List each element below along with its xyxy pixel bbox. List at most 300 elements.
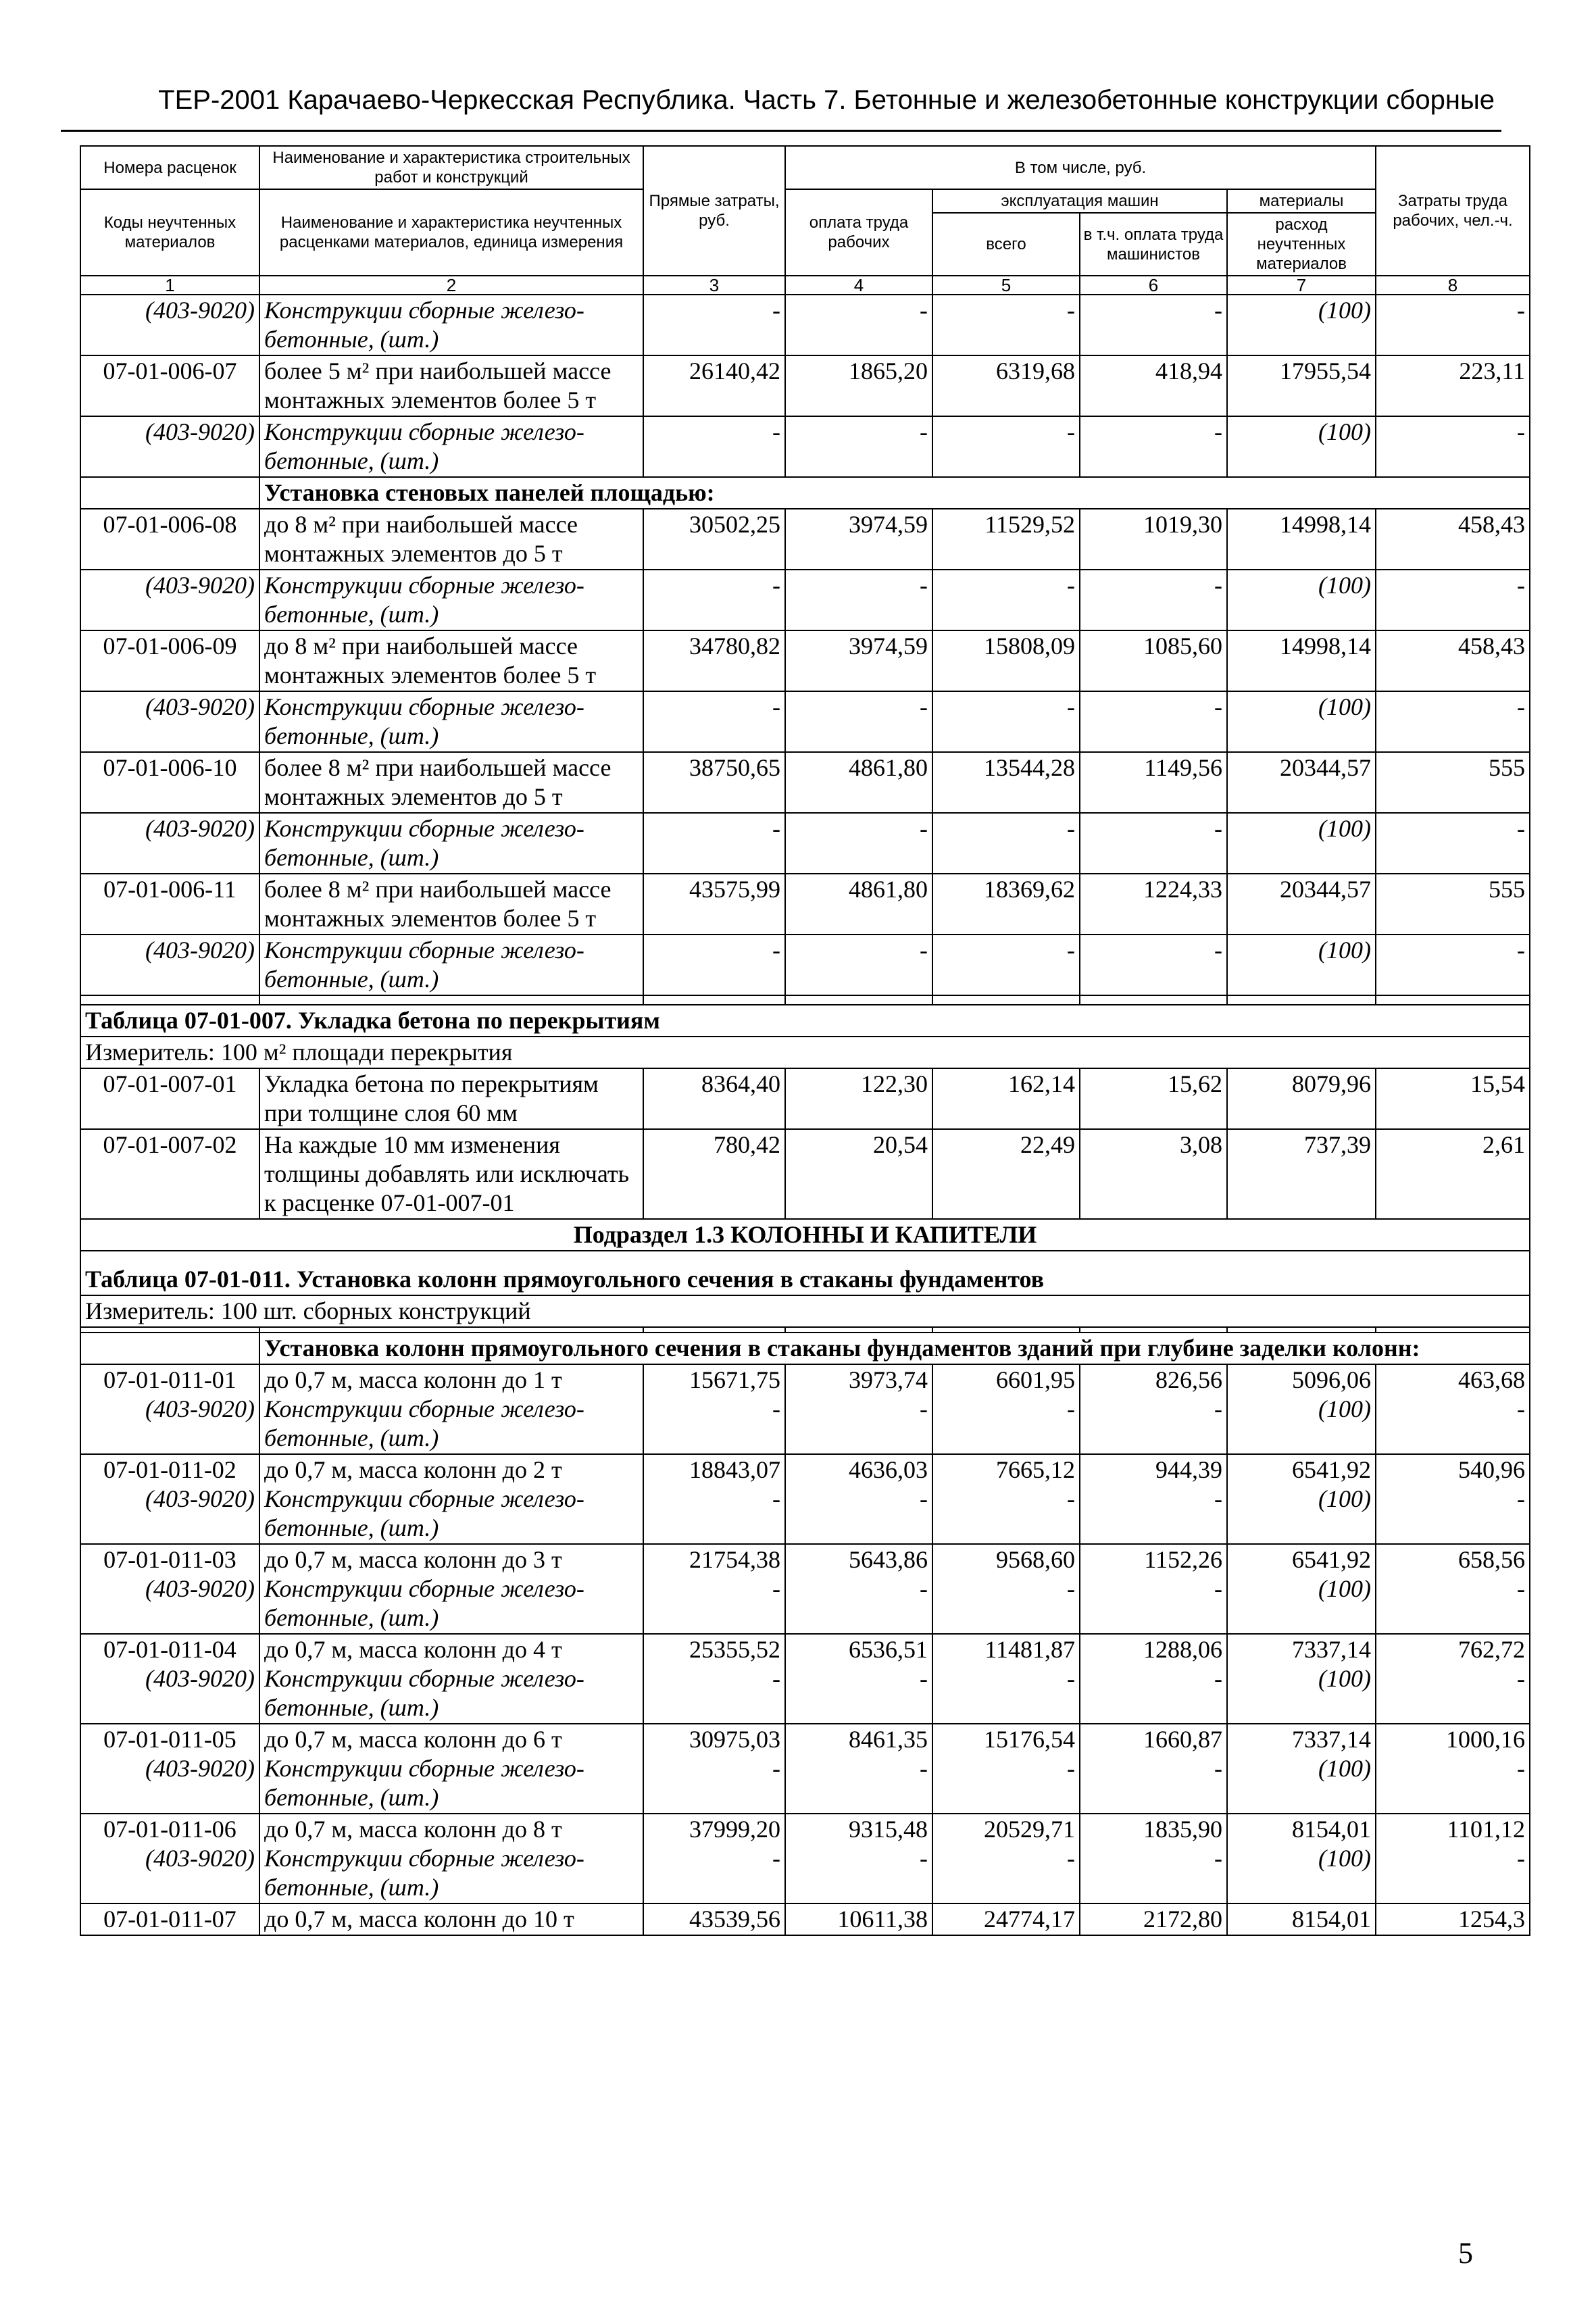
labor-costs-value: 2,61 — [1376, 1129, 1530, 1219]
machines-total-value: 18369,62 — [932, 874, 1080, 935]
material-quantity: (100) — [1227, 416, 1376, 477]
materials-value-main: 8154,01 — [1292, 1816, 1372, 1843]
table-007-title: Таблица 07-01-007. Укладка бетона по перекрытиям — [80, 1005, 1530, 1037]
worker-pay-value — [785, 1724, 932, 1814]
worker-pay-value-main: 4636,03 — [849, 1456, 928, 1483]
direct-costs-value-main: 18843,07 — [689, 1456, 780, 1483]
rate-name-main: до 0,7 м, масса колонн до 4 т — [264, 1636, 562, 1663]
rate-code: 07-01-007-01 — [80, 1068, 259, 1129]
labor-costs-value — [1376, 1724, 1530, 1814]
material-code: (403-9020) — [80, 570, 259, 630]
labor-costs-value-main: 463,68 — [1458, 1366, 1526, 1393]
rate-name — [259, 1544, 643, 1634]
table-row — [80, 1724, 1530, 1814]
material-row — [80, 416, 1530, 477]
rate-code: 07-01-006-09 — [80, 630, 259, 691]
materials-value: 20344,57 — [1227, 752, 1376, 813]
empty-value: - — [643, 813, 785, 874]
table-cell — [1227, 995, 1376, 1005]
materials-value-main: 7337,14 — [1292, 1636, 1372, 1663]
material-line: - — [1067, 1575, 1075, 1602]
machinist-pay-value: 1085,60 — [1080, 630, 1227, 691]
worker-pay-value: 122,30 — [785, 1068, 932, 1129]
material-quantity: (100) — [1227, 691, 1376, 752]
machinist-pay-value-main: 1660,87 — [1143, 1726, 1222, 1753]
material-line: Конструкции сборные железо-бетонные, (шт.) — [264, 1395, 584, 1451]
machinist-pay-value: 418,94 — [1080, 355, 1227, 416]
machinist-pay-value-main: 826,56 — [1155, 1366, 1222, 1393]
material-line: - — [1067, 1845, 1075, 1872]
labor-costs-value-main: 1000,16 — [1446, 1726, 1526, 1753]
material-line: - — [772, 1665, 780, 1692]
material-line: - — [1067, 1755, 1075, 1782]
materials-value: 20344,57 — [1227, 874, 1376, 935]
table-cell — [785, 995, 932, 1005]
empty-value: - — [932, 691, 1080, 752]
labor-costs-value — [1376, 1634, 1530, 1724]
rate-name: до 8 м² при наибольшей массе монтажных элементов более 5 т — [259, 630, 643, 691]
material-line: (403-9020) — [145, 1845, 255, 1872]
machines-total-value: 24774,17 — [932, 1903, 1080, 1935]
labor-costs-value: 458,43 — [1376, 630, 1530, 691]
material-line: Конструкции сборные железо-бетонные, (шт.) — [264, 1845, 584, 1901]
column-number: 2 — [259, 276, 643, 295]
machinist-pay-value: 15,62 — [1080, 1068, 1227, 1129]
material-code: (403-9020) — [80, 416, 259, 477]
materials-value: 17955,54 — [1227, 355, 1376, 416]
worker-pay-value: 10611,38 — [785, 1903, 932, 1935]
material-line: - — [1214, 1575, 1222, 1602]
rate-code-main: 07-01-011-04 — [103, 1636, 236, 1663]
rate-code: 07-01-007-02 — [80, 1129, 259, 1219]
table-row — [80, 752, 1530, 813]
empty-value: - — [1376, 295, 1530, 355]
material-line: (403-9020) — [145, 1665, 255, 1692]
empty-value: - — [1080, 691, 1227, 752]
header-material-name: Наименование и характеристика неучтенных расценками материалов, единица измерения — [259, 189, 643, 276]
material-line: - — [772, 1395, 780, 1422]
labor-costs-value: 555 — [1376, 874, 1530, 935]
machines-total-value-main: 20529,71 — [984, 1816, 1075, 1843]
empty-value: - — [785, 813, 932, 874]
material-line: - — [1214, 1395, 1222, 1422]
section-heading: Установка стеновых панелей площадью: — [259, 477, 1530, 509]
empty-value: - — [643, 416, 785, 477]
table-cell — [1080, 995, 1227, 1005]
material-line: (403-9020) — [145, 1485, 255, 1512]
machines-total-value — [932, 1454, 1080, 1544]
direct-costs-value — [643, 1454, 785, 1544]
column-number: 3 — [643, 276, 785, 295]
material-line: (100) — [1318, 1665, 1372, 1692]
column-number: 4 — [785, 276, 932, 295]
rate-name — [259, 1814, 643, 1903]
table-row — [80, 874, 1530, 935]
material-name: Конструкции сборные железо-бетонные, (шт.) — [259, 416, 643, 477]
materials-value — [1227, 1544, 1376, 1634]
empty-value: - — [1080, 295, 1227, 355]
machinist-pay-value-main: 1288,06 — [1143, 1636, 1222, 1663]
table-row — [80, 630, 1530, 691]
material-line: - — [1517, 1755, 1526, 1782]
direct-costs-value-main: 30975,03 — [689, 1726, 780, 1753]
rate-code — [80, 1544, 259, 1634]
table-row — [80, 1129, 1530, 1219]
material-quantity: (100) — [1227, 295, 1376, 355]
rate-code-main: 07-01-011-01 — [103, 1366, 236, 1393]
rate-code-main: 07-01-011-05 — [103, 1726, 236, 1753]
direct-costs-value: 43575,99 — [643, 874, 785, 935]
rate-code — [80, 1634, 259, 1724]
subsection-heading — [80, 1219, 1530, 1364]
empty-value: - — [1376, 813, 1530, 874]
material-line: - — [1214, 1755, 1222, 1782]
machinist-pay-value — [1080, 1544, 1227, 1634]
header-rate-numbers: Номера расценок — [80, 146, 259, 189]
column-number: 7 — [1227, 276, 1376, 295]
materials-value-main: 7337,14 — [1292, 1726, 1372, 1753]
material-line: (403-9020) — [145, 1395, 255, 1422]
spacer-row — [80, 995, 1530, 1005]
table-cell — [932, 995, 1080, 1005]
empty-value: - — [932, 570, 1080, 630]
worker-pay-value — [785, 1454, 932, 1544]
direct-costs-value-main: 21754,38 — [689, 1546, 780, 1573]
page-number: 5 — [1458, 2237, 1473, 2270]
table-body-011 — [80, 1364, 1530, 1935]
table-007-heading — [80, 1005, 1530, 1068]
table-cell — [643, 995, 785, 1005]
empty-value: - — [1376, 570, 1530, 630]
material-line: Конструкции сборные железо-бетонные, (шт.) — [264, 1485, 584, 1541]
direct-costs-value-main: 15671,75 — [689, 1366, 780, 1393]
rate-code-main: 07-01-011-02 — [103, 1456, 236, 1483]
rate-name — [259, 1724, 643, 1814]
header-machines: эксплуатация машин — [932, 189, 1227, 213]
material-quantity: (100) — [1227, 813, 1376, 874]
machines-total-value-main: 6601,95 — [996, 1366, 1075, 1393]
labor-costs-value: 15,54 — [1376, 1068, 1530, 1129]
material-name: Конструкции сборные железо-бетонные, (шт.) — [259, 935, 643, 995]
material-line: - — [772, 1575, 780, 1602]
material-line: - — [772, 1485, 780, 1512]
machines-total-value — [932, 1544, 1080, 1634]
material-row — [80, 570, 1530, 630]
direct-costs-value — [643, 1724, 785, 1814]
material-quantity: (100) — [1227, 935, 1376, 995]
rate-code-main: 07-01-011-03 — [103, 1546, 236, 1573]
machinist-pay-value-main: 944,39 — [1155, 1456, 1222, 1483]
direct-costs-value: 38750,65 — [643, 752, 785, 813]
direct-costs-value: 8364,40 — [643, 1068, 785, 1129]
header-material-consumption: расход неучтенных материалов — [1227, 213, 1376, 276]
material-line: - — [920, 1755, 928, 1782]
material-line: Конструкции сборные железо-бетонные, (шт.) — [264, 1665, 584, 1721]
empty-value: - — [1080, 935, 1227, 995]
rate-code: 07-01-011-07 — [80, 1903, 259, 1935]
subsection-title: Подраздел 1.3 КОЛОННЫ И КАПИТЕЛИ — [80, 1219, 1530, 1251]
empty-value: - — [1376, 691, 1530, 752]
worker-pay-value-main: 8461,35 — [849, 1726, 928, 1753]
worker-pay-value-main: 9315,48 — [849, 1816, 928, 1843]
table-header — [80, 146, 1530, 295]
materials-value — [1227, 1364, 1376, 1454]
machinist-pay-value-main: 1835,90 — [1143, 1816, 1222, 1843]
direct-costs-value — [643, 1544, 785, 1634]
header-labor-costs: Затраты труда рабочих, чел.-ч. — [1376, 146, 1530, 276]
worker-pay-value-main: 5643,86 — [849, 1546, 928, 1573]
empty-value: - — [643, 935, 785, 995]
direct-costs-value: 43539,56 — [643, 1903, 785, 1935]
table-row — [80, 1903, 1530, 1935]
worker-pay-value: 20,54 — [785, 1129, 932, 1219]
worker-pay-value: 1865,20 — [785, 355, 932, 416]
machinist-pay-value — [1080, 1724, 1227, 1814]
rate-name: более 8 м² при наибольшей массе монтажных элементов до 5 т — [259, 752, 643, 813]
table-011-unit: Измеритель: 100 шт. сборных конструкций — [80, 1295, 1530, 1327]
materials-value: 8079,96 — [1227, 1068, 1376, 1129]
rate-code — [80, 1454, 259, 1544]
machinist-pay-value — [1080, 1634, 1227, 1724]
direct-costs-value: 34780,82 — [643, 630, 785, 691]
machinist-pay-value — [1080, 1454, 1227, 1544]
material-row — [80, 691, 1530, 752]
material-quantity: (100) — [1227, 570, 1376, 630]
material-line: (100) — [1318, 1485, 1372, 1512]
empty-value: - — [1080, 570, 1227, 630]
materials-value: 14998,14 — [1227, 630, 1376, 691]
price-table — [80, 145, 1530, 1936]
material-line: - — [920, 1845, 928, 1872]
rate-name — [259, 1364, 643, 1454]
material-code: (403-9020) — [80, 295, 259, 355]
table-body-007 — [80, 1068, 1530, 1219]
rate-code — [80, 1364, 259, 1454]
header-work-name: Наименование и характеристика строительных работ и конструкций — [259, 146, 643, 189]
table-row — [80, 1068, 1530, 1129]
worker-pay-value: 4861,80 — [785, 874, 932, 935]
empty-value: - — [1376, 416, 1530, 477]
rate-code-main: 07-01-011-06 — [103, 1816, 236, 1843]
rate-name: до 0,7 м, масса колонн до 10 т — [259, 1903, 643, 1935]
material-line: - — [1517, 1665, 1526, 1692]
machines-total-value — [932, 1814, 1080, 1903]
column-numbers-row — [80, 276, 1530, 295]
labor-costs-value-main: 1101,12 — [1447, 1816, 1526, 1843]
header-machinist-pay: в т.ч. оплата труда машинистов — [1080, 213, 1227, 276]
material-line: (403-9020) — [145, 1575, 255, 1602]
material-line: - — [1517, 1575, 1526, 1602]
material-line: - — [920, 1395, 928, 1422]
direct-costs-value — [643, 1634, 785, 1724]
machinist-pay-value: 2172,80 — [1080, 1903, 1227, 1935]
rate-name-main: до 0,7 м, масса колонн до 3 т — [264, 1546, 562, 1573]
material-line: Конструкции сборные железо-бетонные, (шт.) — [264, 1575, 584, 1631]
machines-total-value — [932, 1634, 1080, 1724]
material-line: Конструкции сборные железо-бетонные, (шт.) — [264, 1755, 584, 1811]
table-011-title: Таблица 07-01-011. Установка колонн прямоугольного сечения в стаканы фундаментов — [80, 1251, 1530, 1295]
material-line: (100) — [1318, 1755, 1372, 1782]
empty-value: - — [785, 570, 932, 630]
materials-value — [1227, 1454, 1376, 1544]
machines-total-value — [932, 1364, 1080, 1454]
materials-value-main: 5096,06 — [1292, 1366, 1372, 1393]
empty-value: - — [785, 935, 932, 995]
worker-pay-value — [785, 1364, 932, 1454]
labor-costs-value-main: 540,96 — [1458, 1456, 1526, 1483]
material-name: Конструкции сборные железо-бетонные, (шт.) — [259, 570, 643, 630]
machinist-pay-value: 3,08 — [1080, 1129, 1227, 1219]
rate-code: 07-01-006-08 — [80, 509, 259, 570]
labor-costs-value — [1376, 1364, 1530, 1454]
worker-pay-value: 3974,59 — [785, 509, 932, 570]
rate-name-main: до 0,7 м, масса колонн до 1 т — [264, 1366, 562, 1393]
direct-costs-value: 26140,42 — [643, 355, 785, 416]
machines-total-value: 162,14 — [932, 1068, 1080, 1129]
material-line: - — [1214, 1485, 1222, 1512]
material-line: - — [920, 1665, 928, 1692]
table-cell — [1376, 995, 1530, 1005]
rate-name-main: до 0,7 м, масса колонн до 6 т — [264, 1726, 562, 1753]
rate-name: Укладка бетона по перекрытиям при толщине слоя 60 мм — [259, 1068, 643, 1129]
material-line: - — [772, 1845, 780, 1872]
rate-name: более 8 м² при наибольшей массе монтажных элементов более 5 т — [259, 874, 643, 935]
materials-value — [1227, 1724, 1376, 1814]
column-number: 6 — [1080, 276, 1227, 295]
table-cell — [80, 995, 259, 1005]
page-header — [61, 81, 1501, 132]
empty-value: - — [1376, 935, 1530, 995]
material-line: - — [920, 1575, 928, 1602]
labor-costs-value-main: 658,56 — [1458, 1546, 1526, 1573]
machines-total-value: 13544,28 — [932, 752, 1080, 813]
direct-costs-value: 30502,25 — [643, 509, 785, 570]
materials-value-main: 6541,92 — [1292, 1456, 1372, 1483]
machines-total-value-main: 15176,54 — [984, 1726, 1075, 1753]
material-line: - — [1517, 1845, 1526, 1872]
table-007-unit: Измеритель: 100 м² площади перекрытия — [80, 1037, 1530, 1068]
empty-value: - — [785, 416, 932, 477]
direct-costs-value: 780,42 — [643, 1129, 785, 1219]
table-row — [80, 1544, 1530, 1634]
material-line: (403-9020) — [145, 1755, 255, 1782]
empty-value: - — [785, 691, 932, 752]
rate-code — [80, 1814, 259, 1903]
worker-pay-value: 4861,80 — [785, 752, 932, 813]
material-row — [80, 295, 1530, 355]
empty-value: - — [1080, 416, 1227, 477]
direct-costs-value — [643, 1814, 785, 1903]
machines-total-value — [932, 1724, 1080, 1814]
rate-name — [259, 1454, 643, 1544]
material-name: Конструкции сборные железо-бетонные, (шт.) — [259, 295, 643, 355]
table-row — [80, 1364, 1530, 1454]
material-line: - — [1067, 1485, 1075, 1512]
table-row — [80, 355, 1530, 416]
machines-total-value-main: 9568,60 — [996, 1546, 1075, 1573]
table-cell — [259, 995, 643, 1005]
header-materials: материалы — [1227, 189, 1376, 213]
material-code: (403-9020) — [80, 935, 259, 995]
worker-pay-value-main: 3973,74 — [849, 1366, 928, 1393]
table-body-006-walls — [80, 509, 1530, 1005]
material-line: - — [1517, 1485, 1526, 1512]
material-code: (403-9020) — [80, 813, 259, 874]
material-row — [80, 813, 1530, 874]
machines-total-value: 6319,68 — [932, 355, 1080, 416]
labor-costs-value — [1376, 1454, 1530, 1544]
material-line: - — [1067, 1665, 1075, 1692]
machinist-pay-value: 1019,30 — [1080, 509, 1227, 570]
materials-value — [1227, 1634, 1376, 1724]
rate-code: 07-01-006-11 — [80, 874, 259, 935]
table-row — [80, 1454, 1530, 1544]
header-direct-costs: Прямые затраты, руб. — [643, 146, 785, 276]
worker-pay-value: 3974,59 — [785, 630, 932, 691]
rate-code — [80, 1724, 259, 1814]
labor-costs-value — [1376, 1544, 1530, 1634]
machines-total-value-main: 11481,87 — [984, 1636, 1075, 1663]
machinist-pay-value — [1080, 1814, 1227, 1903]
rate-name: более 5 м² при наибольшей массе монтажных элементов более 5 т — [259, 355, 643, 416]
machines-total-value-main: 7665,12 — [996, 1456, 1075, 1483]
machinist-pay-value — [1080, 1364, 1227, 1454]
machinist-pay-value: 1224,33 — [1080, 874, 1227, 935]
empty-value: - — [643, 691, 785, 752]
machines-total-value: 22,49 — [932, 1129, 1080, 1219]
header-machines-total: всего — [932, 213, 1080, 276]
table-row — [80, 509, 1530, 570]
page-header-text: ТЕР-2001 Карачаево-Черкесская Республика. Часть 7. Бетонные и железобетонные конструкции сборные — [158, 85, 1495, 115]
machinist-pay-value-main: 1152,26 — [1144, 1546, 1222, 1573]
column-number: 8 — [1376, 276, 1530, 295]
empty-value: - — [785, 295, 932, 355]
material-line: - — [1517, 1395, 1526, 1422]
empty-value: - — [932, 813, 1080, 874]
labor-costs-value: 555 — [1376, 752, 1530, 813]
table-row — [80, 1814, 1530, 1903]
labor-costs-value — [1376, 1814, 1530, 1903]
column-number: 5 — [932, 276, 1080, 295]
materials-value — [1227, 1814, 1376, 1903]
labor-costs-value: 1254,3 — [1376, 1903, 1530, 1935]
material-name: Конструкции сборные железо-бетонные, (шт.) — [259, 691, 643, 752]
empty-value: - — [932, 935, 1080, 995]
material-line: (100) — [1318, 1575, 1372, 1602]
materials-value-main: 6541,92 — [1292, 1546, 1372, 1573]
materials-value: 8154,01 — [1227, 1903, 1376, 1935]
rate-name-main: до 0,7 м, масса колонн до 8 т — [264, 1816, 562, 1843]
labor-costs-value: 223,11 — [1376, 355, 1530, 416]
material-line: - — [1214, 1845, 1222, 1872]
table-row — [80, 1634, 1530, 1724]
labor-costs-value: 458,43 — [1376, 509, 1530, 570]
empty-value: - — [643, 570, 785, 630]
header-including: В том числе, руб. — [785, 146, 1376, 189]
material-line: (100) — [1318, 1395, 1372, 1422]
material-line: (100) — [1318, 1845, 1372, 1872]
materials-value: 14998,14 — [1227, 509, 1376, 570]
materials-value: 737,39 — [1227, 1129, 1376, 1219]
direct-costs-value-main: 25355,52 — [689, 1636, 780, 1663]
empty-value: - — [932, 295, 1080, 355]
empty-value: - — [643, 295, 785, 355]
material-line: - — [772, 1755, 780, 1782]
empty-value: - — [932, 416, 1080, 477]
rate-name: до 8 м² при наибольшей массе монтажных элементов до 5 т — [259, 509, 643, 570]
section-walls — [80, 477, 1530, 509]
section-heading: Установка колонн прямоугольного сечения в стаканы фундаментов зданий при глубине заделки колонн: — [259, 1333, 1530, 1364]
